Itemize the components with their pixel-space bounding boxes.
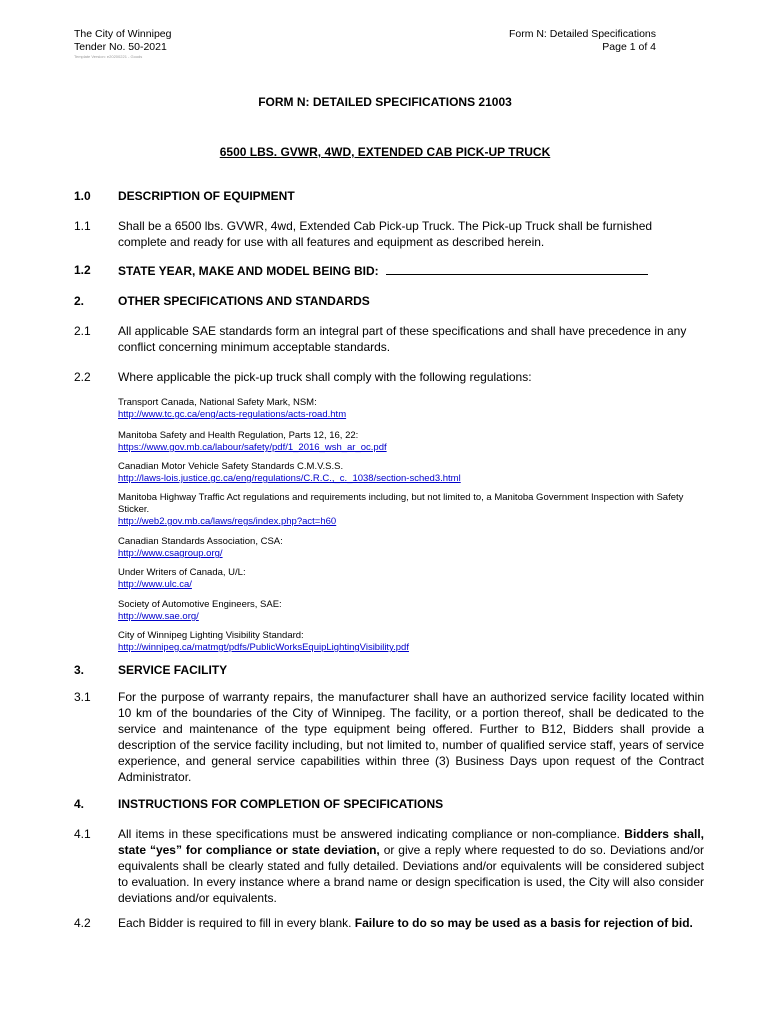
section-text: All applicable SAE standards form an integral part of these specifications and shall have precedence in any conflict concerning minimum acceptable standards. <box>118 324 687 354</box>
section-number: 1.0 <box>74 189 91 203</box>
section-text-emphasis: Failure to do so may be used as a basis for rejection of bid. <box>354 916 693 930</box>
section-number: 3. <box>74 663 85 677</box>
section-heading: DESCRIPTION OF EQUIPMENT <box>118 189 295 203</box>
truck-title: 6500 LBS. GVWR, 4WD, EXTENDED CAB PICK-UP TRUCK <box>219 145 551 159</box>
header-page-number: Page 1 of 4 <box>602 41 656 53</box>
regulation-name: Canadian Motor Vehicle Safety Standards C.M.V.S.S. <box>118 461 344 472</box>
section-1-2 <box>74 262 704 279</box>
section-text-part: Each Bidder is required to fill in every blank. <box>118 916 355 930</box>
section-text <box>118 915 704 931</box>
regulation-name: Canadian Standards Association, CSA: <box>118 536 283 547</box>
regulation-link[interactable]: http://www.tc.gc.ca/eng/acts-regulations/acts-road.htm <box>118 409 347 420</box>
regulation-link[interactable]: http://laws-lois.justice.gc.ca/eng/regulations/C.R.C.,_c._1038/section-sched3.html <box>118 473 461 484</box>
section-heading: INSTRUCTIONS FOR COMPLETION OF SPECIFICATIONS <box>118 797 444 811</box>
section-number: 3.1 <box>74 690 91 704</box>
header-city: The City of Winnipeg <box>74 28 172 40</box>
section-1-1 <box>74 218 704 250</box>
regulation-link[interactable]: http://www.ulc.ca/ <box>118 579 192 590</box>
form-title: FORM N: DETAILED SPECIFICATIONS 21003 <box>258 95 512 109</box>
regulation-item <box>118 461 698 485</box>
section-text: For the purpose of warranty repairs, the manufacturer shall have an authorized service facility located within 10 km of the boundaries of the City of Winnipeg. The facility, or a portion thereof, shall be dedicated to the service and maintenance of the type equipment being offered. Further to B12, Bidders shall provide a description of the service facility including, but not limited to, number of qualified service staff, years of service experience, and general service capabilities within three (3) Business Days upon request of the Contract Administrator. <box>118 690 704 784</box>
section-number: 2.1 <box>74 324 91 338</box>
section-number: 2.2 <box>74 370 91 384</box>
header-form-name: Form N: Detailed Specifications <box>508 28 656 40</box>
regulation-link[interactable]: http://winnipeg.ca/matmgt/pdfs/PublicWorksEquipLightingVisibility.pdf <box>118 642 409 653</box>
header-tender: Tender No. 50-2021 <box>74 41 167 53</box>
regulation-link[interactable]: http://www.csagroup.org/ <box>118 548 223 559</box>
section-heading: STATE YEAR, MAKE AND MODEL BEING BID: <box>118 264 379 278</box>
regulation-name: Under Writers of Canada, U/L: <box>118 567 246 578</box>
section-2-2 <box>74 369 704 385</box>
regulation-link[interactable]: http://www.sae.org/ <box>118 611 199 622</box>
section-number: 2. <box>74 294 85 308</box>
regulation-item <box>118 492 698 528</box>
regulation-name: Manitoba Safety and Health Regulation, Parts 12, 16, 22: <box>118 430 359 441</box>
section-4-2 <box>74 915 704 931</box>
header-left <box>74 28 171 60</box>
regulation-item <box>118 536 698 560</box>
regulation-item <box>118 630 698 654</box>
section-3-1 <box>74 689 704 785</box>
section-heading: OTHER SPECIFICATIONS AND STANDARDS <box>118 294 370 308</box>
regulation-item <box>118 599 698 623</box>
section-text: Shall be a 6500 lbs. GVWR, 4wd, Extended Cab Pick-up Truck. The Pick-up Truck shall be furnished complete and ready for use with all features and equipment as described herein. <box>118 219 653 249</box>
section-text: Where applicable the pick-up truck shall comply with the following regulations: <box>118 370 532 384</box>
section-text-part: or give a reply where requested to do so. Deviations and/or equivalents shall be clearly stated and fully detailed. Deviations and/or equivalents will be considered subject to evaluation. In every instance where a brand name or design specification is used, the City will also consider deviations and/or equivalents. <box>118 843 704 905</box>
section-text-part: All items in these specifications must be answered indicating compliance or non-compliance. <box>118 827 625 841</box>
section-number: 1.2 <box>74 263 91 277</box>
section-1-0 <box>74 188 704 204</box>
header-template-note: Template Version: e20200221 - Goods <box>74 54 143 59</box>
regulation-link[interactable]: http://web2.gov.mb.ca/laws/regs/index.php?act=h60 <box>118 516 337 527</box>
section-4 <box>74 796 704 812</box>
section-4-1 <box>74 826 704 906</box>
section-2-1 <box>74 323 704 355</box>
section-2 <box>74 293 704 309</box>
regulation-name: City of Winnipeg Lighting Visibility Standard: <box>118 630 304 641</box>
regulation-name: Manitoba Highway Traffic Act regulations and requirements including, but not limited to, a Manitoba Government Inspection with Safety Sticker. <box>118 492 684 515</box>
regulation-item <box>118 430 698 454</box>
year-make-model-blank[interactable] <box>386 262 648 275</box>
regulation-name: Transport Canada, National Safety Mark, NSM: <box>118 397 317 408</box>
regulation-item <box>118 567 698 591</box>
regulation-link[interactable]: https://www.gov.mb.ca/labour/safety/pdf/1_2016_wsh_ar_oc.pdf <box>118 442 387 453</box>
section-3 <box>74 662 704 678</box>
section-number: 1.1 <box>74 219 91 233</box>
section-text <box>118 826 704 906</box>
section-number: 4. <box>74 797 85 811</box>
header-right <box>509 28 656 54</box>
regulation-item <box>118 397 698 421</box>
section-number: 4.2 <box>74 916 91 930</box>
section-number: 4.1 <box>74 827 91 841</box>
section-heading: SERVICE FACILITY <box>118 663 228 677</box>
section-text-emphasis: Bidders shall, state “yes” for compliance or state deviation, <box>118 827 704 857</box>
regulation-name: Society of Automotive Engineers, SAE: <box>118 599 282 610</box>
